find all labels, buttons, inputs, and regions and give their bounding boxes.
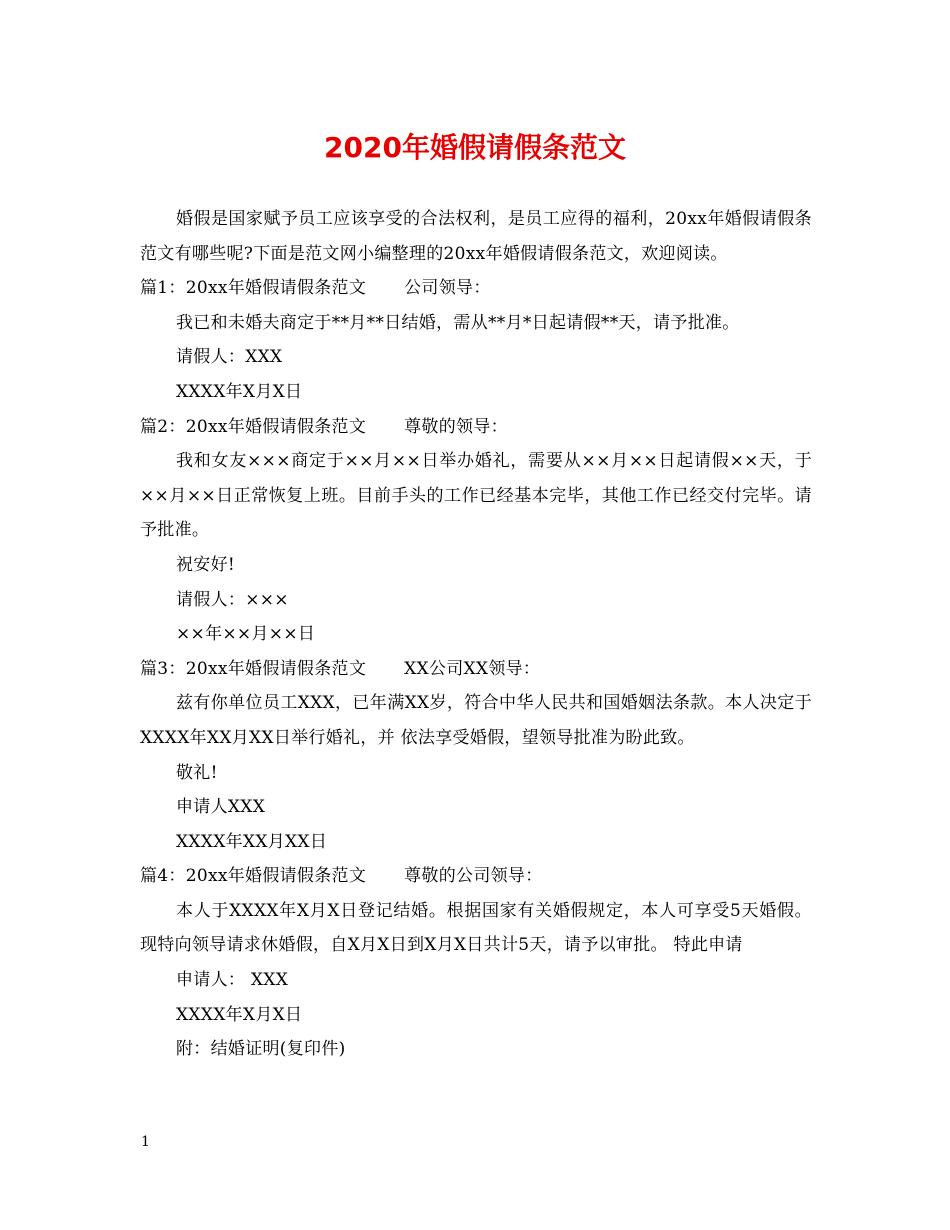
section-2-salutation: 尊敬的领导： bbox=[404, 416, 508, 437]
section-4-salutation: 尊敬的公司领导： bbox=[404, 866, 543, 887]
section-3-closing: 敬礼! bbox=[176, 762, 218, 783]
section-2-body: 我和女友×××商定于××月××日举办婚礼，需要从××月××日起请假××天，于××月××日正常恢复上班。目前手头的工作已经基本完毕，其他工作已经交付完毕。请予批准。 bbox=[140, 451, 812, 541]
section-2-heading-line bbox=[140, 410, 812, 445]
section-1-body: 我已和未婚夫商定于**月**日结婚，需从**月*日起请假**天，请予批准。 bbox=[176, 312, 740, 333]
section-4-signature-name: 申请人： XXX bbox=[176, 970, 289, 991]
section-2-closing: 祝安好! bbox=[176, 554, 236, 575]
section-4-attachment: 附：结婚证明(复印件) bbox=[176, 1039, 346, 1060]
document-content bbox=[140, 202, 812, 1067]
section-3-heading: 篇3：20xx年婚假请假条范文 bbox=[140, 658, 367, 679]
section-2-heading: 篇2：20xx年婚假请假条范文 bbox=[140, 416, 367, 437]
section-4-signature-date: XXXX年X月X日 bbox=[176, 1004, 303, 1025]
section-3-signature-date: XXXX年XX月XX日 bbox=[176, 831, 328, 852]
section-2-signature-name: 请假人：××× bbox=[176, 589, 289, 610]
section-1-signature-date: XXXX年X月X日 bbox=[176, 381, 303, 402]
section-3-signature-name: 申请人XXX bbox=[176, 797, 266, 818]
section-1-heading-line bbox=[140, 271, 812, 306]
document-title: 2020年婚假请假条范文 bbox=[324, 131, 626, 164]
section-4-heading-line bbox=[140, 859, 812, 894]
section-1-heading: 篇1：20xx年婚假请假条范文 bbox=[140, 278, 367, 299]
page-number: 1 bbox=[141, 1134, 150, 1150]
section-3-body: 兹有你单位员工XXX，已年满XX岁，符合中华人民共和国婚姻法条款。本人决定于XXXX年XX月XX日举行婚礼，并 依法享受婚假，望领导批准为盼此致。 bbox=[140, 693, 812, 748]
section-2-signature-date: ××年××月××日 bbox=[176, 624, 316, 645]
section-1-signature-name: 请假人：XXX bbox=[176, 347, 283, 368]
section-3-salutation: XX公司XX领导： bbox=[404, 658, 541, 679]
section-3-heading-line bbox=[140, 652, 812, 687]
section-4-body: 本人于XXXX年X月X日登记结婚。根据国家有关婚假规定，本人可享受5天婚假。现特向领导请求休婚假，自X月X日到X月X日共计5天，请予以审批。 特此申请 bbox=[140, 900, 812, 956]
section-1-salutation: 公司领导： bbox=[404, 278, 491, 299]
intro-paragraph: 婚假是国家赋予员工应该享受的合法权利，是员工应得的福利，20xx年婚假请假条范文有哪些呢?下面是范文网小编整理的20xx年婚假请假条范文，欢迎阅读。 bbox=[140, 209, 812, 264]
section-4-heading: 篇4：20xx年婚假请假条范文 bbox=[140, 866, 367, 887]
